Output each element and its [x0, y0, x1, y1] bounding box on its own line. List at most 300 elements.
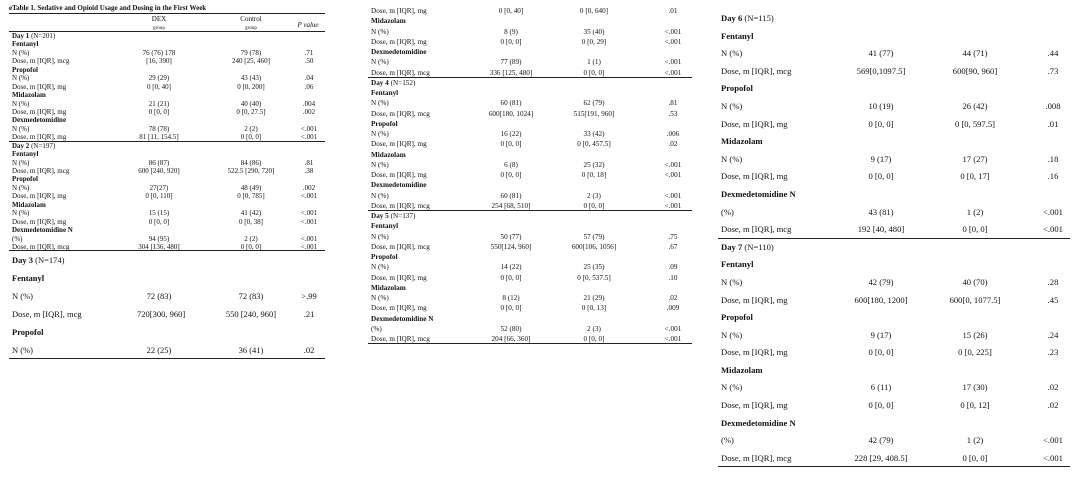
- dex-cell: 0 [0, 110]: [145, 192, 173, 201]
- dex-cell: 0 [0, 0]: [500, 273, 522, 282]
- dex-cell: 204 [66, 360]: [491, 335, 531, 343]
- dex-cell: 720[300, 960]: [137, 309, 186, 320]
- control-cell: 0 [0, 457.5]: [577, 140, 611, 149]
- drug-row: [718, 256, 1070, 274]
- p-cell: .50: [304, 57, 314, 66]
- control-cell: 0 [0, 640]: [579, 7, 609, 15]
- drug-row: [368, 180, 692, 190]
- dex-cell: 550[124, 960]: [490, 242, 532, 251]
- control-cell: 44 (71): [962, 48, 988, 59]
- drug-label: Propofol: [371, 119, 398, 128]
- day-row: [9, 32, 325, 40]
- p-cell: .81: [304, 158, 314, 167]
- dex-header-line2: group: [153, 26, 165, 31]
- dex-cell: 86 (87): [148, 158, 170, 167]
- table-row: [9, 133, 325, 141]
- drug-label: Midazolam: [12, 200, 46, 209]
- drug-row: [718, 80, 1070, 98]
- control-header-line2: group: [245, 26, 257, 31]
- drug-label: Fentanyl: [371, 222, 399, 231]
- row-label: N (%): [721, 382, 743, 393]
- table-row: [9, 49, 325, 57]
- control-cell: 15 (26): [962, 329, 988, 340]
- row-label: N (%): [12, 291, 34, 302]
- row-label: N (%): [371, 263, 389, 272]
- day-row: [368, 211, 692, 221]
- row-label: Dose, m [IQR], mg: [12, 107, 67, 116]
- drug-label: Midazolam: [371, 150, 406, 159]
- drug-row: [9, 40, 325, 48]
- drug-label: Midazolam: [371, 17, 406, 26]
- control-cell: 17 (27): [962, 153, 988, 164]
- dex-cell: 14 (22): [500, 263, 522, 272]
- day-label: Day 1: [12, 32, 30, 40]
- drug-row: [368, 252, 692, 262]
- p-cell: .45: [1047, 294, 1059, 305]
- dex-header-line1: DEX: [151, 15, 167, 23]
- drug-label: Fentanyl: [721, 259, 754, 270]
- dex-cell: 42 (79): [868, 276, 894, 287]
- p-cell: .73: [1047, 65, 1059, 76]
- drug-label: Propofol: [12, 65, 38, 74]
- control-cell: 72 (83): [238, 291, 264, 302]
- p-cell: .06: [304, 82, 314, 91]
- day-row: [368, 78, 692, 88]
- table-row: [718, 116, 1070, 134]
- drug-label: Dexmedetomidine N: [721, 188, 796, 199]
- control-cell: 2 (3): [587, 324, 601, 333]
- dex-cell: 27(27): [149, 183, 169, 192]
- table-row: [718, 63, 1070, 81]
- control-cell: 0 [0, 200]: [237, 82, 265, 91]
- drug-row: [718, 133, 1070, 151]
- p-cell: >.99: [301, 291, 317, 302]
- day-label: Day 4: [371, 78, 389, 87]
- drug-label: Midazolam: [371, 283, 406, 292]
- drug-row: [368, 221, 692, 231]
- row-label: N (%): [12, 48, 30, 57]
- row-label: N (%): [12, 99, 30, 108]
- table-row: [9, 100, 325, 108]
- p-cell: <.001: [300, 209, 318, 218]
- p-cell: <.001: [1043, 206, 1063, 217]
- table-row: [9, 235, 325, 243]
- control-cell: 79 (78): [240, 48, 262, 57]
- control-cell: 17 (30): [962, 382, 988, 393]
- control-cell: 21 (29): [583, 294, 605, 302]
- table-row: [368, 129, 692, 139]
- row-label: Dose, m [IQR], mg: [12, 133, 67, 142]
- p-cell: <.001: [300, 192, 318, 201]
- table-row: [9, 305, 325, 323]
- p-cell: .006: [666, 130, 680, 138]
- row-label: Dose, m [IQR], mcg: [12, 309, 82, 320]
- row-label: N (%): [721, 276, 743, 287]
- drug-label: Dexmedetomidine N: [721, 417, 796, 428]
- control-cell: 40 (40): [240, 99, 262, 108]
- drug-label: Propofol: [12, 327, 44, 338]
- control-cell: 25 (32): [583, 160, 605, 169]
- row-label: N (%): [371, 294, 389, 302]
- dex-cell: 304 [136, 480]: [138, 242, 180, 251]
- dex-cell: 336 [125, 480]: [489, 68, 533, 77]
- control-cell: 550 [240, 960]: [225, 309, 277, 320]
- table-row: [718, 327, 1070, 345]
- p-cell: <.001: [1043, 435, 1063, 446]
- control-cell: 0 [0, 38]: [239, 217, 263, 226]
- drug-row: [9, 201, 325, 209]
- day-label: Day 2: [12, 141, 30, 150]
- row-label: N (%): [12, 158, 30, 167]
- table-row: [9, 341, 325, 359]
- p-cell: <.001: [664, 324, 682, 333]
- table-row: [368, 324, 692, 334]
- dex-cell: 600[180, 1200]: [854, 294, 908, 305]
- day-n: (N=137): [390, 212, 416, 220]
- row-label: Dose, m [IQR], mg: [721, 294, 788, 305]
- table-row: [718, 397, 1070, 415]
- p-cell: .009: [666, 304, 680, 313]
- p-cell: <.001: [300, 217, 318, 226]
- row-label: N (%): [721, 153, 743, 164]
- dex-cell: 8 (12): [502, 294, 520, 302]
- table-row: [718, 151, 1070, 169]
- dex-cell: 78 (78): [148, 124, 170, 133]
- row-label: N (%): [371, 27, 389, 36]
- table-title: eTable 1. Sedative and Opioid Usage and Dosing in the First Week: [9, 4, 207, 12]
- row-label: (%): [721, 435, 734, 446]
- p-cell: <.001: [664, 68, 682, 77]
- p-cell: .002: [302, 183, 316, 192]
- row-label: N (%): [371, 191, 389, 200]
- control-cell: 0 [0, 0]: [962, 224, 988, 235]
- drug-label: Midazolam: [721, 136, 763, 147]
- row-label: Dose, m [IQR], mcg: [721, 224, 792, 235]
- dex-cell: 29 (29): [148, 74, 170, 83]
- table-row: [368, 232, 692, 242]
- drug-label: Propofol: [12, 175, 38, 184]
- dex-cell: 600[180, 1024]: [488, 109, 534, 118]
- dex-cell: 0 [0, 0]: [500, 140, 522, 149]
- drug-label: Dexmedetomidine N: [371, 314, 434, 323]
- dex-cell: 0 [0, 0]: [148, 217, 170, 226]
- control-cell: 600[0, 1077.5]: [949, 294, 1001, 305]
- control-cell: 33 (42): [583, 130, 605, 138]
- control-cell: 0 [0, 537.5]: [577, 273, 611, 282]
- drug-label: Propofol: [721, 83, 753, 94]
- p-cell: <.001: [664, 201, 682, 210]
- p-cell: .16: [1047, 171, 1059, 182]
- row-label: N (%): [721, 100, 743, 111]
- p-cell: .67: [668, 242, 678, 251]
- drug-row: [9, 116, 325, 124]
- row-label: Dose, m [IQR], mcg: [12, 242, 70, 251]
- table-row: [368, 27, 692, 37]
- table-row: [9, 83, 325, 91]
- dex-cell: 0 [0, 0]: [868, 347, 894, 358]
- row-label: Dose, m [IQR], mg: [721, 400, 788, 411]
- dex-cell: 21 (21): [148, 99, 170, 108]
- p-cell: .21: [303, 309, 315, 320]
- drug-row: [368, 119, 692, 129]
- row-label: Dose, m [IQR], mg: [721, 171, 788, 182]
- control-cell: 57 (79): [583, 232, 605, 241]
- table-row: [718, 168, 1070, 186]
- p-cell: .53: [668, 109, 678, 118]
- control-cell: 600[90, 960]: [952, 65, 998, 76]
- row-label: Dose, m [IQR], mg: [12, 217, 67, 226]
- table-row: [718, 292, 1070, 310]
- p-cell: <.001: [300, 234, 318, 243]
- control-cell: 43 (43): [240, 74, 262, 83]
- table-row: [9, 184, 325, 192]
- control-cell: 600[106, 1056]: [571, 242, 617, 251]
- row-label: Dose, m [IQR], mcg: [721, 452, 792, 463]
- table-row: [9, 243, 325, 251]
- table-row: [9, 74, 325, 82]
- row-label: N (%): [371, 160, 389, 169]
- control-cell: 2 (3): [587, 191, 601, 200]
- control-cell: 1 (1): [587, 58, 601, 67]
- row-label: Dose, m [IQR], mcg: [721, 65, 792, 76]
- control-cell: 0 [0, 785]: [237, 192, 265, 201]
- row-label: Dose, m [IQR], mcg: [371, 68, 430, 77]
- table-row: [9, 159, 325, 167]
- table-panel-1: [9, 0, 325, 359]
- drug-row: [9, 323, 325, 341]
- p-cell: .01: [668, 7, 678, 15]
- drug-row: [368, 283, 692, 293]
- row-label: N (%): [721, 48, 743, 59]
- table-row: [9, 108, 325, 116]
- table-row: [368, 68, 692, 78]
- control-cell: 62 (79): [583, 99, 605, 108]
- table-row: [718, 221, 1070, 239]
- dex-cell: 192 [40, 480]: [857, 224, 905, 235]
- row-label: N (%): [12, 74, 30, 83]
- p-cell: .02: [303, 345, 315, 356]
- row-label: N (%): [12, 345, 34, 356]
- dex-cell: 77 (89): [500, 58, 522, 67]
- table-row: [368, 242, 692, 252]
- control-cell: 26 (42): [962, 100, 988, 111]
- section-rule: [718, 466, 1070, 467]
- drug-row: [718, 309, 1070, 327]
- p-cell: .01: [1047, 118, 1059, 129]
- day-row: [718, 10, 1070, 28]
- drug-row: [368, 314, 692, 324]
- table-row: [368, 201, 692, 211]
- row-label: Dose, m [IQR], mg: [371, 140, 427, 149]
- dex-cell: 0 [0, 0]: [500, 37, 522, 46]
- p-cell: <.001: [664, 160, 682, 169]
- control-cell: 0 [0, 27.5]: [236, 107, 266, 116]
- p-cell: .02: [668, 140, 678, 149]
- drug-label: Dexmedetomidine N: [12, 226, 73, 235]
- p-cell: .71: [304, 48, 314, 57]
- p-value-header: P value: [297, 21, 319, 29]
- p-cell: .24: [1047, 329, 1059, 340]
- drug-row: [368, 88, 692, 98]
- dex-cell: 0 [0, 40]: [498, 7, 524, 15]
- control-cell: 0 [0, 0]: [240, 133, 262, 142]
- row-label: N (%): [721, 329, 743, 340]
- row-label: Dose, m [IQR], mcg: [371, 201, 430, 210]
- drug-label: Midazolam: [12, 91, 46, 100]
- table-row: [718, 204, 1070, 222]
- control-cell: 2 (2): [244, 124, 258, 133]
- p-cell: .81: [668, 99, 678, 108]
- row-label: Dose, m [IQR], mg: [12, 192, 67, 201]
- control-cell: 515[191, 960]: [573, 109, 615, 118]
- p-cell: <.001: [664, 335, 682, 343]
- drug-label: Propofol: [371, 253, 398, 261]
- row-label: N (%): [12, 124, 30, 133]
- dex-cell: 72 (83): [146, 291, 172, 302]
- table-row: [9, 209, 325, 217]
- drug-label: Fentanyl: [371, 89, 399, 97]
- dex-cell: 60 (81): [500, 191, 522, 200]
- dex-cell: 228 [29, 408.5]: [854, 452, 908, 463]
- p-cell: .02: [1047, 400, 1059, 411]
- p-cell: .28: [1047, 276, 1059, 287]
- control-cell: 2 (2): [244, 234, 258, 243]
- p-cell: .23: [1047, 347, 1059, 358]
- day-n: (N=110): [744, 241, 774, 252]
- control-header-line1: Control: [240, 15, 262, 23]
- control-cell: 240 [25, 460]: [232, 57, 270, 66]
- p-cell: .18: [1047, 153, 1059, 164]
- control-cell: 1 (2): [966, 206, 984, 217]
- day-row: [9, 251, 325, 269]
- dex-cell: 0 [0, 0]: [500, 304, 522, 313]
- drug-row: [718, 186, 1070, 204]
- table-header: [9, 0, 325, 32]
- row-label: (%): [12, 234, 23, 243]
- dex-cell: 600 [240, 920]: [138, 167, 180, 175]
- table-row: [718, 450, 1070, 468]
- drug-label: Fentanyl: [721, 30, 754, 41]
- control-cell: 0 [0, 13]: [581, 304, 607, 313]
- row-label: Dose, m [IQR], mcg: [12, 167, 70, 175]
- table-row: [9, 167, 325, 175]
- dex-cell: 0 [0, 40]: [147, 82, 171, 91]
- p-cell: .02: [668, 294, 678, 302]
- p-cell: <.001: [664, 191, 682, 200]
- p-cell: <.001: [300, 242, 318, 251]
- p-cell: .38: [304, 167, 314, 175]
- dex-cell: [16, 390]: [146, 57, 172, 66]
- control-cell: 40 (70): [962, 276, 988, 287]
- row-label: (%): [371, 324, 382, 333]
- dex-cell: 0 [0, 0]: [868, 171, 894, 182]
- dex-cell: 43 (81): [868, 206, 894, 217]
- p-cell: .008: [1045, 100, 1061, 111]
- table-row: [368, 37, 692, 47]
- table-row: [368, 57, 692, 67]
- row-label: Dose, m [IQR], mcg: [12, 57, 70, 66]
- drug-label: Fentanyl: [12, 40, 39, 49]
- row-label: N (%): [371, 58, 389, 67]
- dex-cell: 50 (77): [500, 232, 522, 241]
- table-row: [368, 160, 692, 170]
- drug-row: [718, 28, 1070, 46]
- dex-cell: 0 [0, 0]: [868, 400, 894, 411]
- dex-cell: 10 (19): [868, 100, 894, 111]
- table-row: [718, 432, 1070, 450]
- p-cell: <.001: [664, 171, 682, 179]
- table-row: [368, 262, 692, 272]
- dex-cell: 9 (17): [870, 329, 892, 340]
- p-cell: .04: [304, 74, 314, 83]
- drug-row: [9, 150, 325, 158]
- p-cell: .02: [1047, 382, 1059, 393]
- p-cell: .09: [668, 263, 678, 272]
- p-cell: .10: [668, 273, 678, 282]
- day-n: (N=174): [35, 255, 65, 266]
- day-label: Day 6: [721, 13, 743, 23]
- day-row: [9, 142, 325, 150]
- control-cell: 0 [0, 0]: [962, 452, 988, 463]
- table-row: [368, 334, 692, 344]
- table-row: [368, 139, 692, 149]
- drug-label: Propofol: [721, 312, 753, 323]
- p-cell: <.001: [1043, 224, 1063, 235]
- dex-cell: 41 (77): [868, 48, 894, 59]
- row-label: (%): [721, 206, 734, 217]
- day-label: Day 5: [371, 212, 389, 220]
- row-label: Dose, m [IQR], mg: [371, 304, 427, 313]
- row-label: Dose, m [IQR], mg: [721, 118, 788, 129]
- table-panel-3: [718, 0, 1070, 467]
- drug-label: Dexmedetomidine: [371, 181, 427, 190]
- drug-row: [9, 226, 325, 234]
- dex-cell: 6 (11): [870, 382, 892, 393]
- row-label: N (%): [371, 232, 389, 241]
- drug-row: [718, 362, 1070, 380]
- day-label: Day 7: [721, 241, 743, 252]
- control-cell: 35 (40): [583, 27, 605, 36]
- control-cell: 0 [0, 225]: [958, 347, 992, 358]
- table-row: [9, 125, 325, 133]
- control-cell: 25 (35): [583, 263, 605, 272]
- control-cell: 48 (49): [240, 183, 262, 192]
- table-row: [718, 274, 1070, 292]
- header-rule: [9, 13, 325, 14]
- dex-cell: 6 (8): [504, 160, 518, 169]
- drug-row: [9, 91, 325, 99]
- control-cell: 41 (42): [240, 209, 262, 218]
- dex-cell: 22 (25): [146, 345, 172, 356]
- row-label: Dose, m [IQR], mcg: [371, 242, 430, 251]
- day-n: (N=152): [390, 78, 416, 87]
- table-row: [718, 344, 1070, 362]
- dex-cell: 8 (9): [504, 27, 518, 36]
- p-cell: .44: [1047, 48, 1059, 59]
- drug-label: Fentanyl: [12, 273, 45, 284]
- control-cell: 0 [0, 0]: [240, 242, 262, 251]
- dex-cell: 0 [0, 0]: [148, 107, 170, 116]
- dex-cell: 81 [11, 154.5]: [139, 133, 179, 142]
- row-label: N (%): [371, 130, 389, 138]
- day-n: (N=197): [31, 141, 56, 150]
- table-row: [368, 293, 692, 303]
- drug-row: [9, 66, 325, 74]
- row-label: Dose, m [IQR], mg: [12, 82, 67, 91]
- table-row: [9, 192, 325, 200]
- p-cell: <.001: [1043, 452, 1063, 463]
- table-row: [9, 218, 325, 226]
